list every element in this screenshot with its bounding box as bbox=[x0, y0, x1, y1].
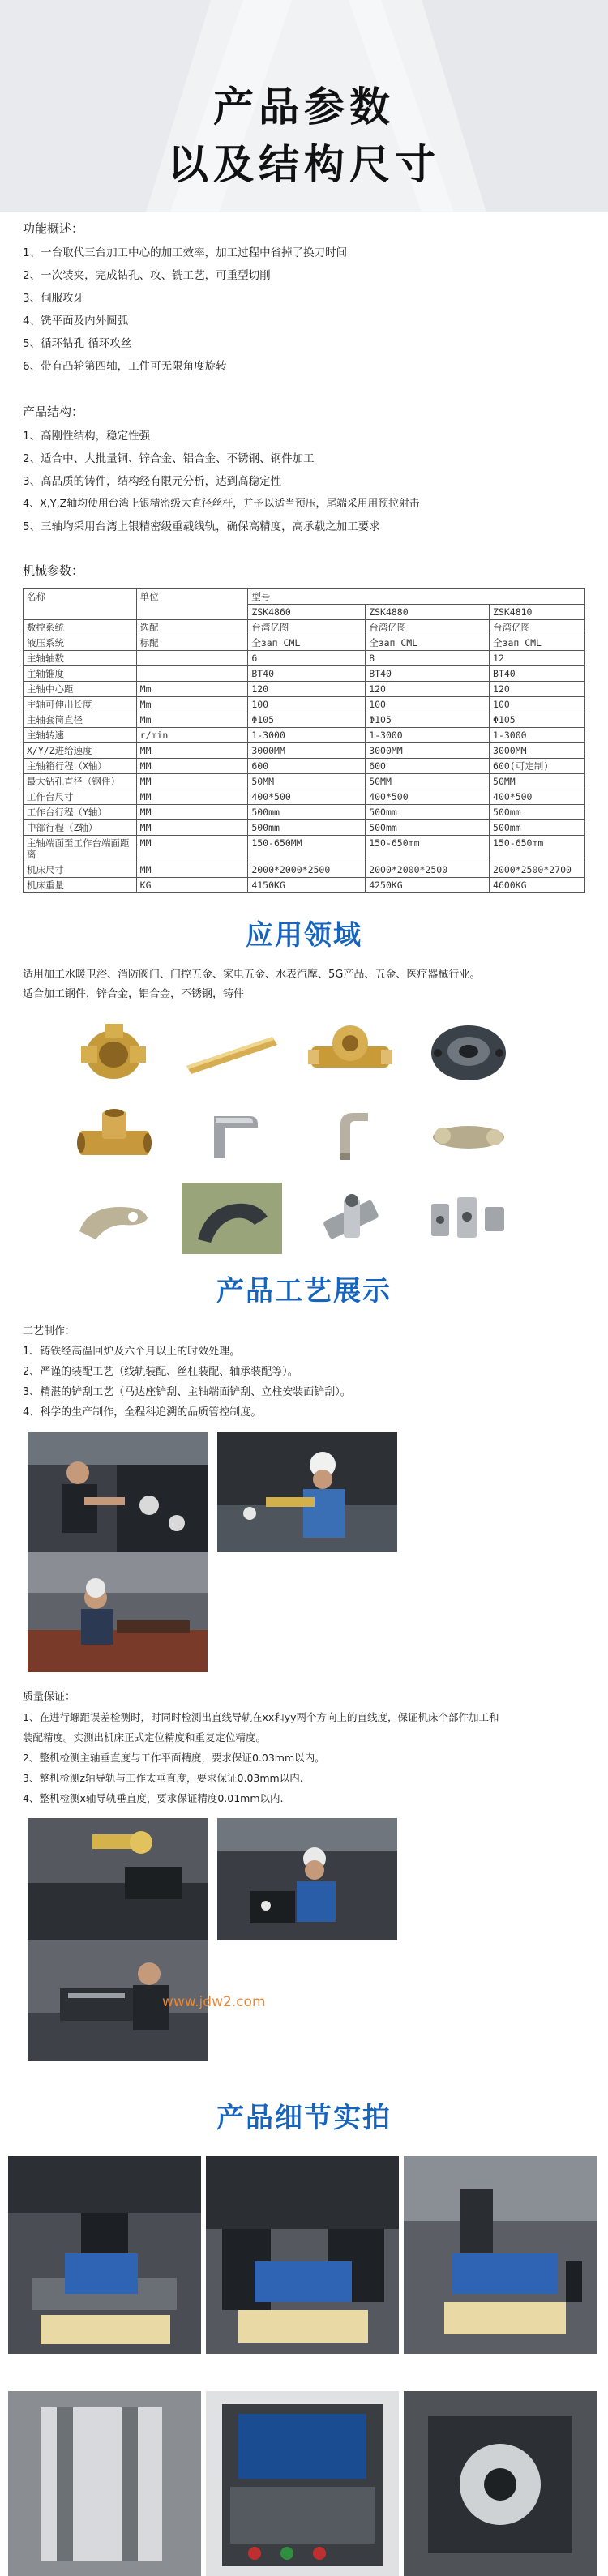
table-row bbox=[24, 651, 585, 666]
model-cell: ZSK4860 bbox=[248, 605, 366, 620]
param-name-cell: 主轴中心距 bbox=[24, 682, 137, 697]
faucet-body-icon bbox=[182, 1100, 282, 1171]
table-row bbox=[24, 743, 585, 759]
param-value-cell: 2000*2000*2500 bbox=[248, 862, 366, 878]
param-value-cell: 50MM bbox=[366, 774, 490, 789]
feature-item: 4、铣平面及内外圆弧 bbox=[23, 315, 129, 327]
param-name-cell: 主轴端面至工作台端面距离 bbox=[24, 836, 137, 862]
param-value-cell: 100 bbox=[490, 697, 585, 712]
product-photo bbox=[418, 1183, 519, 1254]
param-value-cell: 12 bbox=[490, 651, 585, 666]
param-value-cell: BT40 bbox=[248, 666, 366, 682]
param-value-cell: 150-650mm bbox=[366, 836, 490, 862]
param-value-cell: 全зап CML bbox=[366, 635, 490, 651]
param-value-cell: 8 bbox=[366, 651, 490, 666]
param-value-cell: 150-650mm bbox=[490, 836, 585, 862]
quality-item: 装配精度。实测出机床正式定位精度和重复定位精度。 bbox=[23, 1731, 267, 1744]
quality-section bbox=[0, 1687, 608, 1808]
table-row bbox=[24, 682, 585, 697]
handwheel-icon bbox=[404, 2391, 597, 2576]
feature-item: 1、一台取代三台加工中心的加工效率，加工过程中省掉了换刀时间 bbox=[23, 246, 348, 259]
table-row bbox=[24, 620, 585, 635]
spec-table bbox=[23, 588, 585, 893]
param-value-cell: 4250KG bbox=[366, 878, 490, 893]
product-photo bbox=[300, 1017, 400, 1089]
craft-gallery bbox=[0, 1423, 608, 1672]
param-unit-cell: Mm bbox=[136, 682, 248, 697]
param-unit-cell: MM bbox=[136, 774, 248, 789]
process-title: 产品工艺展示 bbox=[216, 1275, 392, 1307]
param-value-cell: 1-3000 bbox=[490, 728, 585, 743]
workshop-photo bbox=[28, 1552, 208, 1672]
param-value-cell: 50MM bbox=[490, 774, 585, 789]
table-row bbox=[24, 759, 585, 774]
quality-item: 2、整机检测主轴垂直度与工作平面精度，要求保证0.03mm以内。 bbox=[23, 1752, 325, 1764]
param-value-cell: Φ105 bbox=[248, 712, 366, 728]
param-name-cell: 机床尺寸 bbox=[24, 862, 137, 878]
hero-title-line2: 以及结构尺寸 bbox=[168, 141, 440, 188]
table-row bbox=[24, 712, 585, 728]
quality-title: 质量保证： bbox=[23, 1691, 76, 1703]
param-value-cell: 2000*2500*2700 bbox=[490, 862, 585, 878]
param-name-cell: 工作台行程（Y轴） bbox=[24, 805, 137, 820]
table-row bbox=[24, 805, 585, 820]
structure-title: 产品结构： bbox=[23, 404, 84, 419]
steel-tee-icon bbox=[300, 1183, 400, 1254]
hero-banner bbox=[0, 0, 608, 212]
table-row bbox=[24, 862, 585, 878]
param-value-cell: 600 bbox=[248, 759, 366, 774]
table-row bbox=[24, 878, 585, 893]
param-unit-cell: MM bbox=[136, 820, 248, 836]
param-value-cell: Φ105 bbox=[366, 712, 490, 728]
craft-item: 2、严谨的装配工艺（线轨装配、丝杠装配、轴承装配等）。 bbox=[23, 1366, 298, 1378]
table-row bbox=[24, 774, 585, 789]
param-name-cell: 主轴轴数 bbox=[24, 651, 137, 666]
product-photo bbox=[300, 1183, 400, 1254]
param-name-cell: 主轴套筒直径 bbox=[24, 712, 137, 728]
craft-item: 4、科学的生产制作，全程科追溯的品质管控制度。 bbox=[23, 1406, 262, 1419]
craft-section bbox=[0, 1321, 608, 1423]
header-model: 型号 bbox=[248, 589, 585, 605]
worker-assembly-icon bbox=[28, 1432, 208, 1552]
param-name-cell: 主轴箱行程（X轴） bbox=[24, 759, 137, 774]
valve-body-icon bbox=[418, 1100, 519, 1171]
structure-item: 1、高刚性结构，稳定性强 bbox=[23, 430, 151, 443]
feature-item: 5、循环钻孔 循环攻丝 bbox=[23, 337, 132, 350]
cast-part-icon bbox=[182, 1183, 282, 1254]
table-row bbox=[24, 836, 585, 862]
param-unit-cell: 选配 bbox=[136, 620, 248, 635]
structure-item: 2、适合中、大批量铜、锌合金、铝合金、不锈钢、钢件加工 bbox=[23, 452, 315, 465]
param-value-cell: 600 bbox=[366, 759, 490, 774]
detail-gallery-top bbox=[0, 2135, 608, 2354]
detail-photo bbox=[404, 2391, 597, 2576]
param-value-cell: Φ105 bbox=[490, 712, 585, 728]
param-value-cell: 500mm bbox=[490, 820, 585, 836]
features-section bbox=[0, 217, 608, 378]
hero-title-line1: 产品参数 bbox=[213, 83, 395, 131]
handle-part-icon bbox=[63, 1183, 164, 1254]
worker-scraping-icon bbox=[28, 1552, 208, 1672]
param-value-cell: 3000MM bbox=[248, 743, 366, 759]
control-panel-icon bbox=[206, 2391, 399, 2576]
param-name-cell: 工作台尺寸 bbox=[24, 789, 137, 805]
application-gallery bbox=[0, 1004, 608, 1254]
table-row bbox=[24, 697, 585, 712]
table-row bbox=[24, 820, 585, 836]
param-value-cell: 4600KG bbox=[490, 878, 585, 893]
param-unit-cell: KG bbox=[136, 878, 248, 893]
product-photo bbox=[182, 1183, 282, 1254]
param-unit-cell: 标配 bbox=[136, 635, 248, 651]
param-value-cell: 500mm bbox=[490, 805, 585, 820]
param-value-cell: 1-3000 bbox=[366, 728, 490, 743]
model-cell: ZSK4810 bbox=[490, 605, 585, 620]
param-value-cell: 400*500 bbox=[248, 789, 366, 805]
param-value-cell: 3000MM bbox=[366, 743, 490, 759]
param-value-cell: 400*500 bbox=[366, 789, 490, 805]
params-section bbox=[0, 559, 608, 582]
param-value-cell: 台湾亿图 bbox=[490, 620, 585, 635]
param-value-cell: 100 bbox=[366, 697, 490, 712]
workshop-photo bbox=[217, 1432, 397, 1552]
application-line: 适用加工水暖卫浴、消防阀门、门控五金、家电五金、水表汽摩、5G产品、五金、医疗器械行业。 bbox=[23, 969, 481, 981]
param-unit-cell: r/min bbox=[136, 728, 248, 743]
param-value-cell: 全зап CML bbox=[490, 635, 585, 651]
detail-photo bbox=[206, 2391, 399, 2576]
structure-item: 5、三轴均采用台湾上银精密级重载线轨，确保高精度，高承载之加工要求 bbox=[23, 520, 380, 533]
param-unit-cell: MM bbox=[136, 862, 248, 878]
param-value-cell: 50MM bbox=[248, 774, 366, 789]
param-name-cell: 主轴锥度 bbox=[24, 666, 137, 682]
param-unit-cell bbox=[136, 651, 248, 666]
feature-item: 2、一次装夹，完成钻孔、攻、铣工艺，可重型切削 bbox=[23, 269, 271, 282]
param-value-cell: 1-3000 bbox=[248, 728, 366, 743]
detail-title: 产品细节实拍 bbox=[216, 2102, 392, 2134]
brass-fitting-icon bbox=[300, 1017, 400, 1089]
structure-section bbox=[0, 400, 608, 538]
brass-valve-icon bbox=[63, 1017, 164, 1089]
param-unit-cell: MM bbox=[136, 743, 248, 759]
param-value-cell: 500mm bbox=[366, 820, 490, 836]
params-title: 机械参数： bbox=[23, 563, 84, 578]
header-unit: 单位 bbox=[136, 589, 248, 620]
param-value-cell: 500mm bbox=[248, 820, 366, 836]
spec-table-body bbox=[24, 620, 585, 893]
param-unit-cell: MM bbox=[136, 836, 248, 862]
param-value-cell: 120 bbox=[366, 682, 490, 697]
table-row bbox=[24, 789, 585, 805]
structure-item: 3、高品质的铸件，结构经有限元分析，达到高稳定性 bbox=[23, 475, 282, 488]
table-header-row bbox=[24, 589, 585, 605]
param-value-cell: 400*500 bbox=[490, 789, 585, 805]
fixture-icon bbox=[206, 2156, 399, 2354]
param-unit-cell: Mm bbox=[136, 697, 248, 712]
quality-item: 1、在进行螺距误差检测时，时同时检测出直线导轨在xx和yy两个方向上的直线度，保证机床个部件加工和 bbox=[23, 1711, 499, 1723]
param-value-cell: 2000*2000*2500 bbox=[366, 862, 490, 878]
param-unit-cell: MM bbox=[136, 759, 248, 774]
product-photo bbox=[63, 1017, 164, 1089]
param-value-cell: BT40 bbox=[366, 666, 490, 682]
application-section bbox=[0, 965, 608, 1004]
worker-inspect-icon bbox=[217, 1818, 397, 1940]
application-line: 适合加工钢件，锌合金，铝合金，不锈钢，铸件 bbox=[23, 988, 245, 1000]
param-value-cell: 500mm bbox=[248, 805, 366, 820]
product-photo bbox=[182, 1100, 282, 1171]
detail-photo bbox=[206, 2156, 399, 2354]
watermark-text: www.jdw2.com bbox=[162, 1994, 266, 2010]
model-cell: ZSK4880 bbox=[366, 605, 490, 620]
table-row bbox=[24, 635, 585, 651]
param-value-cell: 全зап CML bbox=[248, 635, 366, 651]
detail-gallery-bottom bbox=[0, 2354, 608, 2576]
param-unit-cell: MM bbox=[136, 805, 248, 820]
param-unit-cell: Mm bbox=[136, 712, 248, 728]
param-name-cell: 主轴转速 bbox=[24, 728, 137, 743]
feature-item: 3、伺服攻牙 bbox=[23, 292, 85, 305]
dial-gauge-icon bbox=[28, 1818, 208, 1940]
quality-item: 4、整机检测x轴导轨垂直度，要求保证精度0.01mm以内. bbox=[23, 1792, 284, 1804]
header-name: 名称 bbox=[24, 589, 137, 620]
param-value-cell: 台湾亿图 bbox=[366, 620, 490, 635]
faucet-icon bbox=[300, 1100, 400, 1171]
product-photo bbox=[418, 1017, 519, 1089]
product-photo bbox=[63, 1183, 164, 1254]
param-name-cell: 最大钻孔直径（钢件） bbox=[24, 774, 137, 789]
table-row bbox=[24, 666, 585, 682]
quality-item: 3、整机检测z轴导轨与工作太垂直度，要求保证0.03mm以内. bbox=[23, 1772, 303, 1784]
structure-item: 4、X,Y,Z轴均使用台湾上银精密级大直径丝杆，并予以适当预压，尾端采用用预拉射击 bbox=[23, 498, 420, 510]
steel-fitting-icon bbox=[418, 1183, 519, 1254]
craft-item: 3、精湛的铲刮工艺（马达座铲刮、主轴端面铲刮、立柱安装面铲刮）。 bbox=[23, 1386, 351, 1398]
param-value-cell: 500mm bbox=[366, 805, 490, 820]
product-photo bbox=[418, 1100, 519, 1171]
param-unit-cell: MM bbox=[136, 789, 248, 805]
brass-tee-icon bbox=[63, 1100, 164, 1171]
param-value-cell: 6 bbox=[248, 651, 366, 666]
param-value-cell: 120 bbox=[490, 682, 585, 697]
product-photo bbox=[182, 1017, 282, 1089]
spec-table-wrapper bbox=[0, 588, 608, 893]
param-value-cell: 120 bbox=[248, 682, 366, 697]
worker-fitting-icon bbox=[217, 1432, 397, 1552]
param-value-cell: 3000MM bbox=[490, 743, 585, 759]
param-name-cell: 液压系统 bbox=[24, 635, 137, 651]
param-value-cell: 4150KG bbox=[248, 878, 366, 893]
product-photo bbox=[63, 1100, 164, 1171]
craft-item: 1、铸铁经高温回炉及六个月以上的时效处理。 bbox=[23, 1346, 241, 1358]
detail-photo bbox=[8, 2391, 201, 2576]
metal-flange-icon bbox=[418, 1017, 519, 1089]
param-name-cell: 数控系统 bbox=[24, 620, 137, 635]
param-name-cell: X/Y/Z进给速度 bbox=[24, 743, 137, 759]
detail-photo bbox=[8, 2156, 201, 2354]
application-title: 应用领域 bbox=[246, 919, 362, 952]
inspection-photo bbox=[217, 1818, 397, 1940]
clamp-table-icon bbox=[404, 2156, 597, 2354]
craft-title: 工艺制作： bbox=[23, 1325, 76, 1337]
param-value-cell: 150-650MM bbox=[248, 836, 366, 862]
param-name-cell: 主轴可伸出长度 bbox=[24, 697, 137, 712]
spindle-head-icon bbox=[8, 2156, 201, 2354]
brass-pipe-icon bbox=[182, 1017, 282, 1089]
features-title: 功能概述： bbox=[23, 221, 84, 236]
param-value-cell: 台湾亿图 bbox=[248, 620, 366, 635]
param-unit-cell bbox=[136, 666, 248, 682]
param-value-cell: 600(可定制) bbox=[490, 759, 585, 774]
param-value-cell: BT40 bbox=[490, 666, 585, 682]
workshop-photo bbox=[28, 1432, 208, 1552]
product-photo bbox=[300, 1100, 400, 1171]
detail-photo bbox=[404, 2156, 597, 2354]
inspection-photo bbox=[28, 1818, 208, 1940]
param-name-cell: 中部行程（Z轴） bbox=[24, 820, 137, 836]
feature-item: 6、带有凸轮第四轴，工件可无限角度旋转 bbox=[23, 360, 227, 373]
table-row bbox=[24, 728, 585, 743]
param-value-cell: 100 bbox=[248, 697, 366, 712]
quality-gallery bbox=[0, 1808, 608, 2061]
param-name-cell: 机床重量 bbox=[24, 878, 137, 893]
guide-rail-icon bbox=[8, 2391, 201, 2576]
